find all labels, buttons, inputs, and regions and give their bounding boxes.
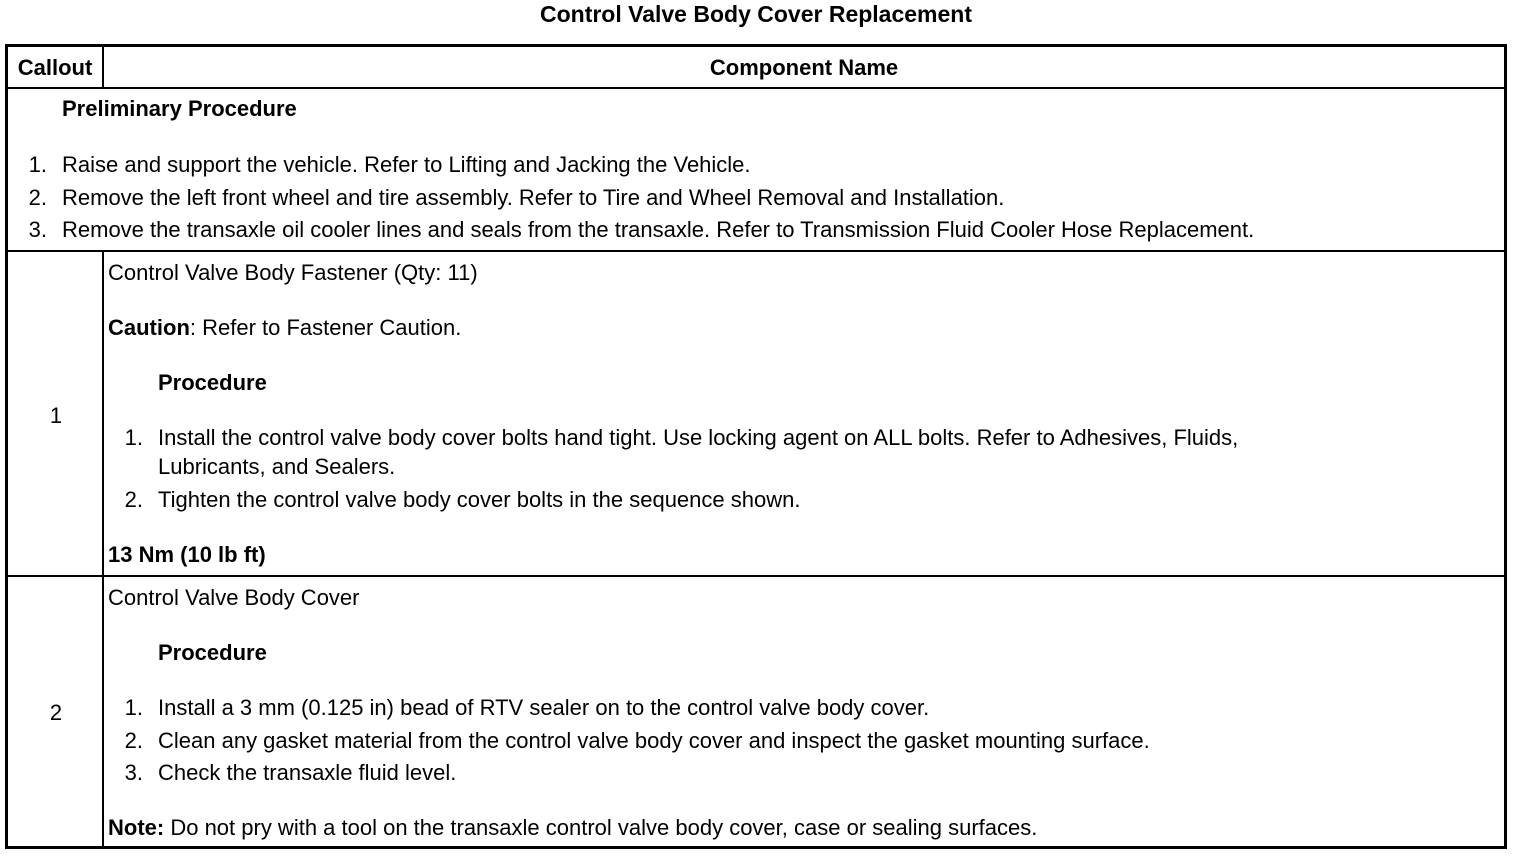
caution-line xyxy=(108,313,461,342)
procedure-step-1: Install the control valve body cover bolts hand tight. Use locking agent on ALL bolts. Refer to Adhesives, Fluids, xyxy=(158,425,1239,450)
page-title: Control Valve Body Cover Replacement xyxy=(539,1,972,27)
procedure-step-1: Install a 3 mm (0.125 in) bead of RTV sealer on to the control valve body cover. xyxy=(158,695,930,720)
step-number: 2. xyxy=(124,728,143,753)
column-divider xyxy=(102,250,104,849)
note-text: Do not pry with a tool on the transaxle control valve body cover, case or sealing surfaces. xyxy=(164,815,1038,840)
step-number: 3. xyxy=(28,217,47,242)
callout-number: 1 xyxy=(49,403,63,428)
step-number: 1. xyxy=(28,152,47,177)
preliminary-step-1: Raise and support the vehicle. Refer to Lifting and Jacking the Vehicle. xyxy=(62,152,751,177)
procedure-heading: Procedure xyxy=(158,370,267,395)
step-number: 1. xyxy=(124,425,143,450)
header-component-name: Component Name xyxy=(709,55,899,80)
preliminary-step-3: Remove the transaxle oil cooler lines and seals from the transaxle. Refer to Transmission Fluid Cooler Hose Replacement. xyxy=(62,217,1255,242)
procedure-step-2: Tighten the control valve body cover bolts in the sequence shown. xyxy=(158,487,801,512)
procedure-table xyxy=(5,44,1507,849)
step-number: 3. xyxy=(124,760,143,785)
procedure-step-3: Check the transaxle fluid level. xyxy=(158,760,457,785)
callout-number: 2 xyxy=(49,700,63,725)
step-number: 1. xyxy=(124,695,143,720)
note-label: Note: xyxy=(108,815,165,840)
row-divider-1 xyxy=(8,250,1504,252)
component-name: Control Valve Body Cover xyxy=(108,585,360,610)
caution-label: Caution xyxy=(108,315,190,340)
procedure-step-2: Clean any gasket material from the control valve body cover and inspect the gasket mounting surface. xyxy=(158,728,1150,753)
step-number: 2. xyxy=(28,185,47,210)
note-line xyxy=(108,813,1037,842)
caution-text: : Refer to Fastener Caution. xyxy=(189,315,462,340)
preliminary-step-2: Remove the left front wheel and tire assembly. Refer to Tire and Wheel Removal and Installation. xyxy=(62,185,1005,210)
component-name: Control Valve Body Fastener (Qty: 11) xyxy=(108,260,478,285)
row-divider-2 xyxy=(8,575,1504,577)
step-number: 2. xyxy=(124,487,143,512)
preliminary-heading: Preliminary Procedure xyxy=(62,96,297,121)
procedure-step-1-continued: Lubricants, and Sealers. xyxy=(158,454,396,479)
torque-spec: 13 Nm (10 lb ft) xyxy=(108,542,266,567)
header-callout: Callout xyxy=(17,55,93,80)
procedure-heading: Procedure xyxy=(158,640,267,665)
